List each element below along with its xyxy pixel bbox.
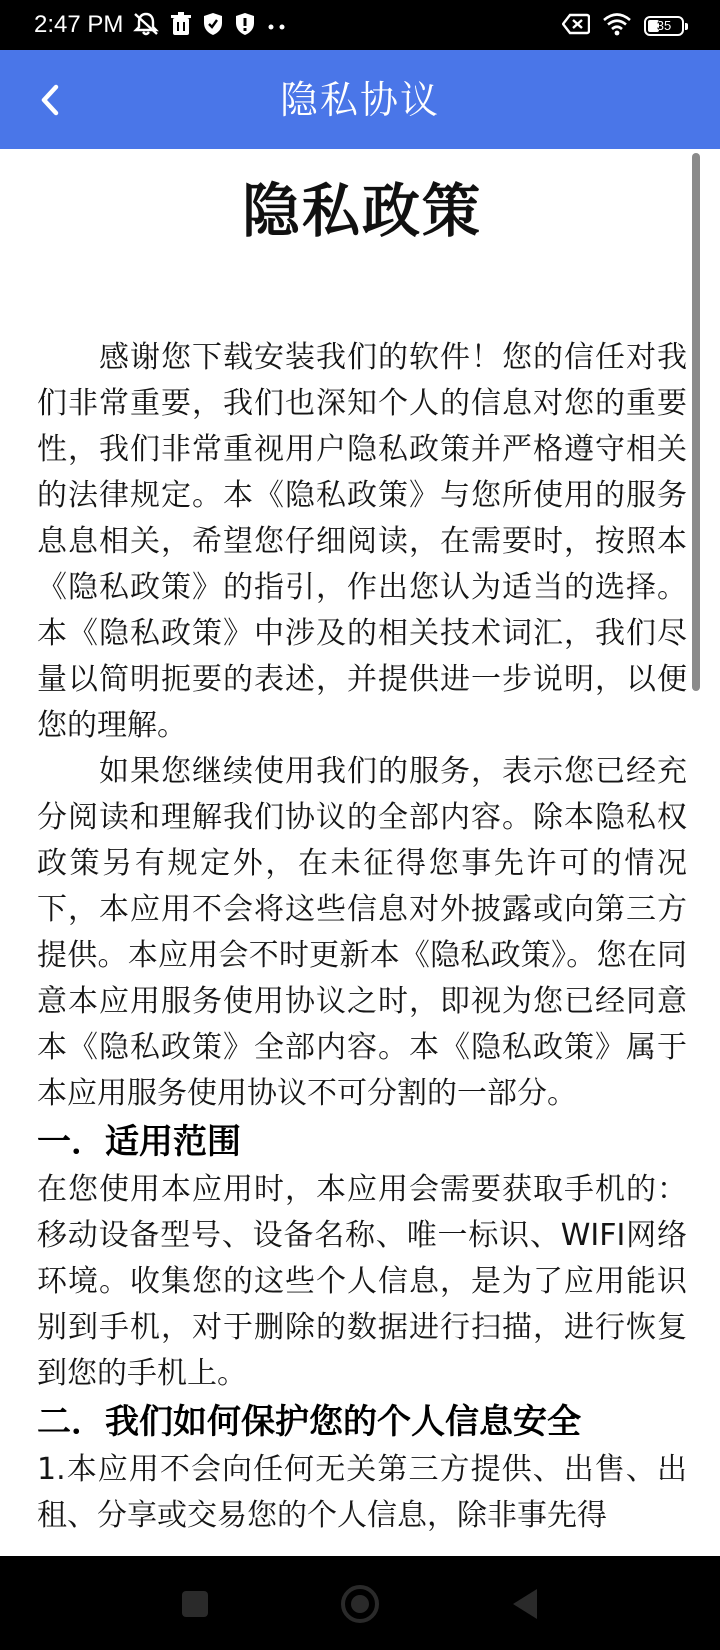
status-time: 2:47 PM [34, 11, 124, 38]
navigation-bar [0, 1556, 720, 1650]
battery-percent: 35 [656, 18, 672, 33]
intro-paragraph-2: 如果您继续使用我们的服务，表示您已经充分阅读和理解我们协议的全部内容。除本隐私权政策另有规定外，在未征得您事先许可的情况下，本应用不会将这些信息对外披露或向第三方提供。本应用会不时更新本《隐私政策》。您在同意本应用服务使用协议之时，即视为您已经同意本《隐私政策》全部内容。本《隐私政策》属于本应用服务使用协议不可分割的一部分。 [37, 754, 687, 1111]
shield-alert-icon [234, 12, 256, 40]
section-body-scope: 在您使用本应用时，本应用会需要获取手机的：移动设备型号、设备名称、唯一标识、WIFI网络环境。收集您的这些个人信息，是为了应用能识别到手机，对于删除的数据进行扫描，进行恢复到您的手机上。 [37, 1172, 687, 1391]
app-header [0, 50, 720, 149]
home-button[interactable] [338, 1582, 382, 1626]
chevron-left-icon [36, 82, 64, 118]
more-dots-icon [266, 17, 288, 36]
nav-back-button[interactable] [503, 1582, 547, 1626]
page-title: 隐私协议 [279, 78, 440, 122]
privacy-content[interactable] [0, 149, 720, 1556]
muted-notification-icon [132, 11, 160, 41]
trash-icon [170, 12, 192, 40]
no-sim-icon [562, 13, 590, 39]
status-left-icons [132, 12, 288, 40]
home-circle-icon [340, 1584, 380, 1624]
back-button[interactable] [24, 74, 76, 126]
status-right-icons [562, 12, 684, 40]
recents-square-icon [181, 1590, 209, 1618]
recents-button[interactable] [173, 1582, 217, 1626]
back-triangle-icon [510, 1587, 540, 1621]
section-heading-protection: 二．我们如何保护您的个人信息安全 [37, 1402, 581, 1442]
document-title: 隐私政策 [241, 177, 482, 245]
section-heading-scope: 一．适用范围 [37, 1122, 241, 1162]
shield-check-icon [202, 12, 224, 40]
status-bar [0, 0, 720, 50]
section-body-protection: 1.本应用不会向任何无关第三方提供、出售、出租、分享或交易您的个人信息，除非事先得 [37, 1452, 687, 1533]
wifi-icon [602, 12, 632, 40]
intro-paragraph-1: 感谢您下载安装我们的软件！您的信任对我们非常重要，我们也深知个人的信息对您的重要性，我们非常重视用户隐私政策并严格遵守相关的法律规定。本《隐私政策》与您所使用的服务息息相关，希望您仔细阅读，在需要时，按照本《隐私政策》的指引，作出您认为适当的选择。本《隐私政策》中涉及的相关技术词汇，我们尽量以简明扼要的表述，并提供进一步说明，以便您的理解。 [37, 340, 687, 743]
scrollbar[interactable] [692, 153, 700, 691]
battery-icon [644, 16, 684, 36]
document [37, 149, 687, 1539]
